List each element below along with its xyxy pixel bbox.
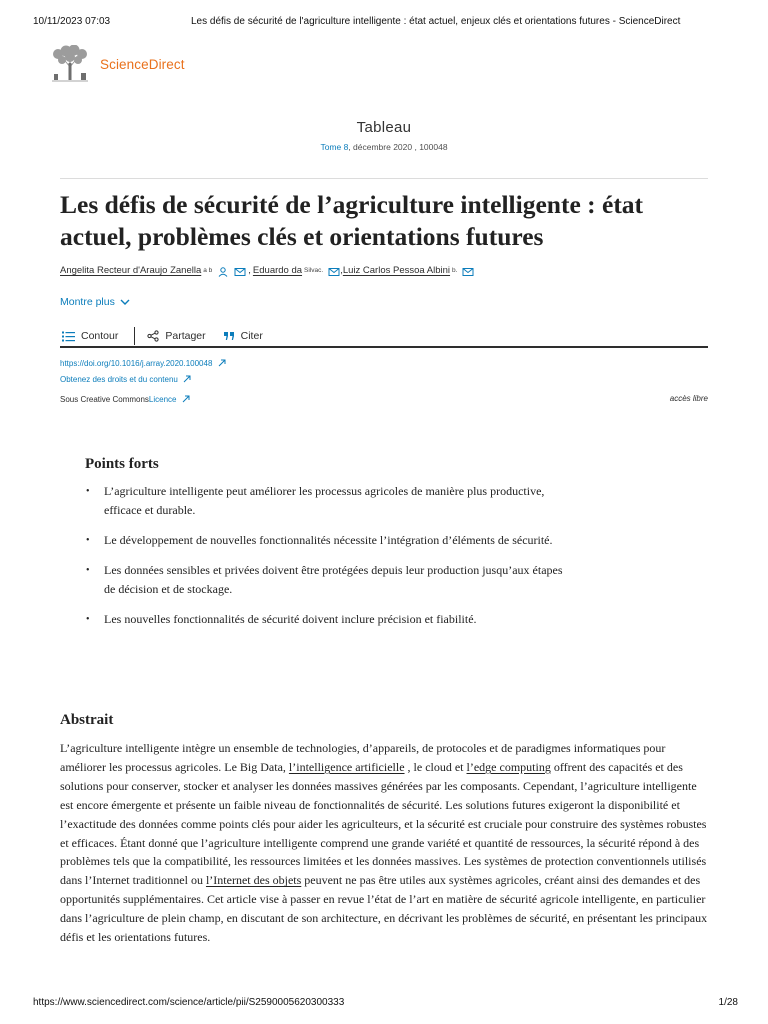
license-row xyxy=(60,394,190,404)
list-item: • Les nouvelles fonctionnalités de sécurité doivent inclure précision et fiabilité. xyxy=(85,610,575,629)
rights-link[interactable] xyxy=(60,372,226,388)
divider xyxy=(60,178,708,179)
show-more-button[interactable] xyxy=(60,296,130,308)
external-link-icon xyxy=(183,375,191,383)
list-icon xyxy=(62,331,75,342)
journal-name[interactable]: Tableau xyxy=(356,119,412,136)
topic-link[interactable]: l’Internet des objets xyxy=(205,873,302,888)
license-prefix: Sous Creative Commons xyxy=(60,395,149,404)
external-link-icon xyxy=(218,359,226,367)
list-item: • Le développement de nouvelles fonctionnalités nécessite l’intégration d’éléments de sécurité. xyxy=(85,531,575,550)
person-icon[interactable] xyxy=(217,267,229,277)
abstract-heading: Abstrait xyxy=(60,712,114,728)
share-button[interactable] xyxy=(147,330,205,342)
author-separator: , xyxy=(248,265,251,276)
highlights-list xyxy=(85,482,575,640)
print-url: https://www.sciencedirect.com/science/article/pii/S2590005620300333 xyxy=(33,997,345,1008)
doi-link[interactable] xyxy=(60,356,226,372)
abstract-segment: offrent des capacités et des solutions pour conserver, stocker et analyser les données massives générées par les composants. Cependant, l’agriculture intelligente est encore émergente et présente un faible niveau de fonctionnalités de sécurité. Les solutions futures exigeront la disponibilité et l’exactitude des données comme points clés pour aider les agriculteurs, et la sécurité est cruciale pour construire des systèmes robustes et efficaces. Étant donné que l’agriculture intelligente comprend une grande variété et quantité de ressources, la sécurité répond à des problèmes tels que la compatibilité, les ressources limitées et les données massives. Les systèmes de protection conventionnels utilisés dans l’Internet traditionnel ou xyxy=(60,759,707,888)
topic-link[interactable]: l’edge computing xyxy=(466,759,551,774)
author-link[interactable]: Eduardo da xyxy=(252,265,303,276)
author-separator: , xyxy=(340,265,343,276)
abstract-segment: L’agriculture intelligente intègre un ensemble de technologies, d’appareils, de protocoles et de paradigmes informatiques pour améliorer les processus agricoles. Le Big Data, xyxy=(60,741,666,774)
article-links xyxy=(60,356,226,388)
author-affiliation[interactable]: b. xyxy=(452,267,458,274)
highlights-heading: Points forts xyxy=(85,456,159,472)
external-link-icon xyxy=(182,395,190,403)
print-datetime: 10/11/2023 07:03 xyxy=(33,16,111,27)
issue-details: , décembre 2020 , 100048 xyxy=(348,142,448,152)
topic-link[interactable]: l’intelligence artificielle xyxy=(288,759,405,774)
cite-label: Citer xyxy=(240,330,263,342)
quote-icon xyxy=(224,331,235,341)
journal-info xyxy=(0,119,768,152)
share-label: Partager xyxy=(165,330,206,342)
mail-icon[interactable] xyxy=(234,267,246,277)
volume-link[interactable]: Tome 8 xyxy=(320,142,349,152)
print-header xyxy=(33,16,708,30)
doi-text: https://doi.org/10.1016/j.array.2020.100048 xyxy=(60,359,213,368)
brand-name: ScienceDirect xyxy=(100,56,185,72)
toolbar-divider xyxy=(134,327,135,345)
abstract-text xyxy=(60,739,711,947)
print-page-title: Les défis de sécurité de l'agriculture intelligente : état actuel, enjeux clés et orientations futures - ScienceDirect xyxy=(191,16,681,27)
author-link[interactable]: Angelita Recteur d'Araujo Zanella xyxy=(60,265,202,276)
author-affiliation[interactable]: a b xyxy=(203,267,213,274)
abstract-segment: , le cloud et xyxy=(404,759,467,774)
chevron-down-icon xyxy=(120,298,130,306)
outline-label: Contour xyxy=(81,330,119,342)
brand[interactable] xyxy=(48,44,185,84)
author-link[interactable]: Luiz Carlos Pessoa Albini xyxy=(342,265,451,276)
author-affiliation[interactable]: Silvac. xyxy=(304,267,324,274)
page-number: 1/28 xyxy=(718,997,738,1008)
cite-button[interactable] xyxy=(224,330,263,342)
rights-text: Obtenez des droits et du contenu xyxy=(60,375,178,384)
toolbar-rule xyxy=(60,346,708,348)
print-footer xyxy=(33,997,738,1011)
share-icon xyxy=(147,330,159,342)
journal-issue xyxy=(0,142,768,152)
license-link[interactable]: Licence xyxy=(148,395,177,404)
mail-icon[interactable] xyxy=(328,267,340,277)
mail-icon[interactable] xyxy=(462,267,474,277)
author-list xyxy=(60,265,708,276)
abstract-segment: peuvent ne pas être utiles aux systèmes agricoles, créant ainsi des demandes et des opportunités supplémentaires. Cet article vise à passer en revue l’état de l’art en matière de sécurité agricole intelligente, en particulier dans l’agriculture de plein champ, en discutant de son architecture, en décrivant les problèmes de sécurité, en présentant les principaux défis et les orientations futures. xyxy=(60,873,708,945)
article-toolbar xyxy=(60,324,708,348)
article-title: Les défis de sécurité de l’agriculture intelligente : état actuel, problèmes clés et orientations futures xyxy=(60,190,644,251)
list-item: • Les données sensibles et privées doivent être protégées depuis leur production jusqu’aux étapes de décision et de stockage. xyxy=(85,561,575,599)
outline-button[interactable] xyxy=(62,330,118,342)
elsevier-tree-logo-icon xyxy=(48,45,92,83)
show-more-label: Montre plus xyxy=(60,296,115,308)
list-item: • L’agriculture intelligente peut améliorer les processus agricoles de manière plus productive, efficace et durable. xyxy=(85,482,575,520)
open-access-label: accès libre xyxy=(669,394,708,403)
